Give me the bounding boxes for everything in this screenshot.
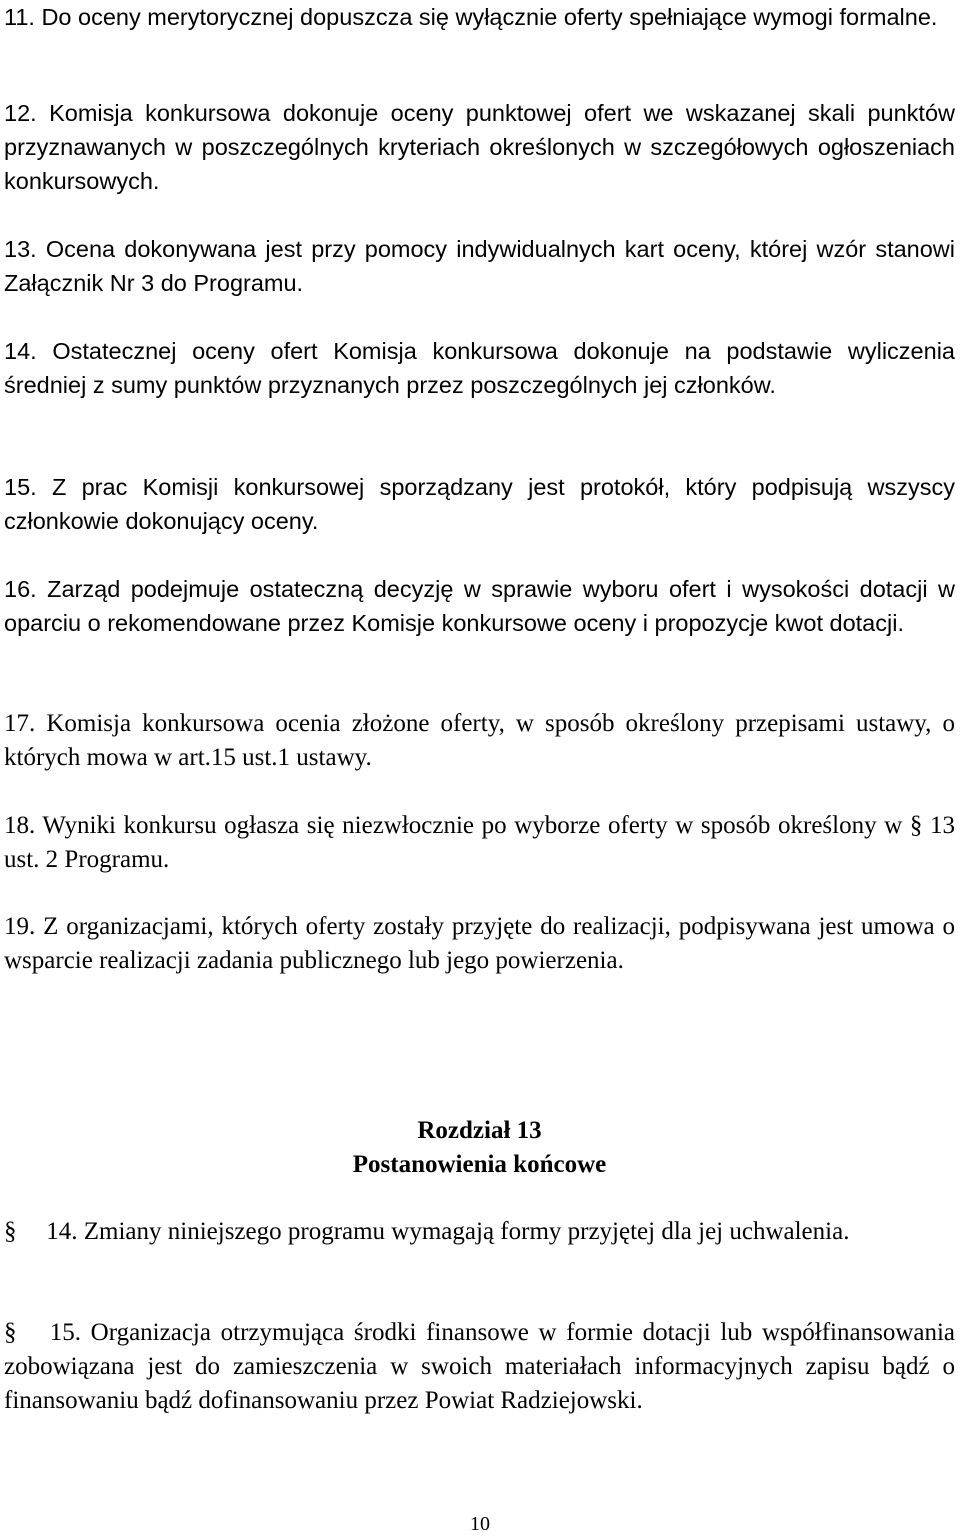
paragraph-12: 12. Komisja konkursowa dokonuje oceny punktowej ofert we wskazanej skali punktów przyznawanych w poszczególnych kryteriach określonych w szczegółowych ogłoszeniach konkursowych. xyxy=(4,100,955,194)
paragraph-15: 15. Z prac Komisji konkursowej sporządzany jest protokół, który podpisują wszyscy członkowie dokonujący oceny. xyxy=(4,474,955,534)
paragraph-18: 18. Wyniki konkursu ogłasza się niezwłocznie po wyborze oferty w sposób określony w § 13 ust. 2 Programu. xyxy=(4,812,955,873)
document-page xyxy=(4,0,955,1537)
section-text: Zmiany niniejszego programu wymagają formy przyjętej dla jej uchwalenia. xyxy=(83,1218,850,1245)
section-number: 15. xyxy=(49,1319,81,1346)
paragraph-11: 11. Do oceny merytorycznej dopuszcza się wyłącznie oferty spełniające wymogi formalne. xyxy=(4,4,938,30)
paragraph-14: 14. Ostatecznej oceny ofert Komisja konkursowa dokonuje na podstawie wyliczenia średniej z sumy punktów przyznanych przez poszczególnych jej członków. xyxy=(4,338,955,398)
paragraph-19: 19. Z organizacjami, których oferty zostały przyjęte do realizacji, podpisywana jest umowa o wsparcie realizacji zadania publicznego lub jego powierzenia. xyxy=(4,913,955,974)
paragraph-16: 16. Zarząd podejmuje ostateczną decyzję w sprawie wyboru ofert i wysokości dotacji w oparciu o rekomendowane przez Komisje konkursowe oceny i propozycje kwot dotacji. xyxy=(4,576,955,636)
section-sign: § xyxy=(4,1319,17,1346)
paragraph-17: 17. Komisja konkursowa ocenia złożone oferty, w sposób określony przepisami ustawy, o których mowa w art.15 ust.1 ustawy. xyxy=(4,710,955,771)
chapter-label: Rozdział 13 xyxy=(417,1117,542,1144)
section-15 xyxy=(4,1316,955,1418)
section-number: 14. xyxy=(46,1218,78,1245)
section-text: Organizacja otrzymująca środki finansowe w formie dotacji lub współfinansowania zobowiązana jest do zamieszczenia w swoich materiałach informacyjnych zapisu bądź o finansowaniu bądź dofinansowaniu przez Powiat Radziejowski. xyxy=(4,1319,956,1414)
chapter-title: Postanowienia końcowe xyxy=(352,1151,607,1178)
page-number: 10 xyxy=(470,1513,490,1535)
section-sign: § xyxy=(4,1218,17,1245)
section-14 xyxy=(4,1215,955,1249)
paragraph-13: 13. Ocena dokonywana jest przy pomocy indywidualnych kart oceny, której wzór stanowi Załącznik Nr 3 do Programu. xyxy=(4,236,955,296)
